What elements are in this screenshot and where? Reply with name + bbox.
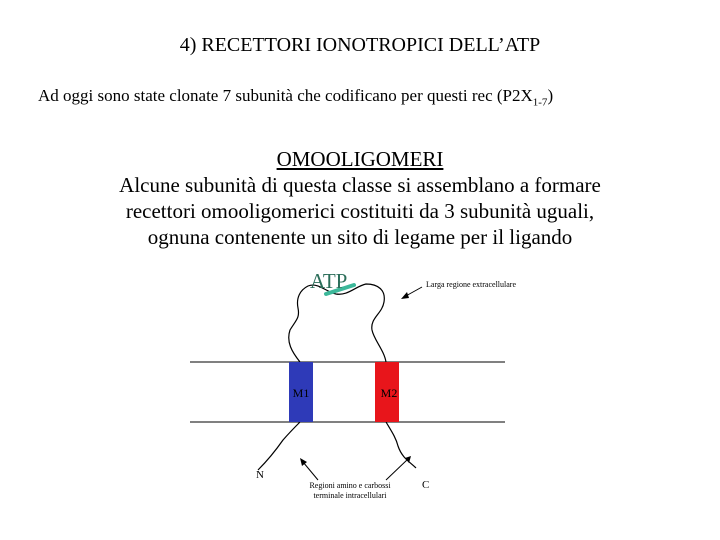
intracellular-label-line2: terminale intracellulari xyxy=(313,491,387,500)
m1-label: M1 xyxy=(292,386,310,400)
extracellular-label: Larga regione extracellulare xyxy=(426,280,517,289)
block-line: ognuna contenente un sito di legame per il ligando xyxy=(147,225,573,249)
extracellular-arrowhead xyxy=(401,292,409,299)
intracellular-label-line1: Regioni amino e carbossi xyxy=(309,481,391,490)
block-heading: OMOOLIGOMERI xyxy=(276,147,444,171)
atp-label: ATP xyxy=(310,269,348,293)
intro-closing: ) xyxy=(547,86,554,105)
block-line: Alcune subunità di questa classe si assemblano a formare xyxy=(119,173,601,197)
intro-main: Ad oggi sono state clonate 7 subunità che codificano per questi rec (P2X xyxy=(38,86,533,105)
m2-label: M2 xyxy=(380,386,398,400)
c-terminus-label: C xyxy=(422,479,430,491)
block-line: recettori omooligomerici costituiti da 3 subunità uguali, xyxy=(125,199,595,223)
n-terminus-label: N xyxy=(256,469,264,481)
intracellular-arrow-right xyxy=(386,459,408,480)
slide-title: 4) RECETTORI IONOTROPICI DELL’ATP xyxy=(179,34,541,56)
intro-subscript: 1-7 xyxy=(532,96,548,109)
intracellular-arrow-left xyxy=(303,462,318,480)
